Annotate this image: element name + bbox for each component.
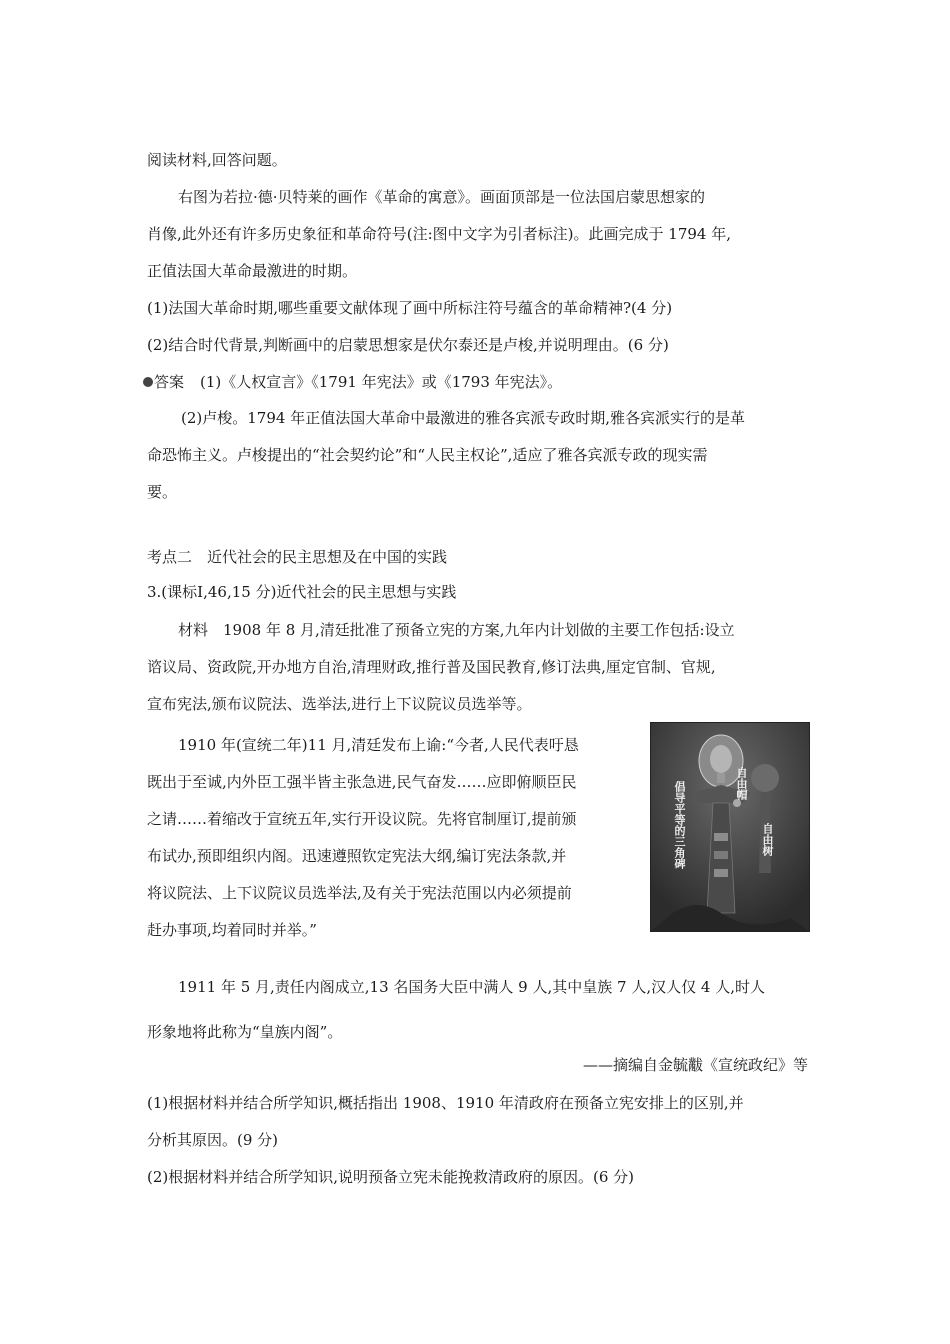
paragraph-line: 正值法国大革命最激进的时期。 (147, 262, 358, 280)
intro-text: 阅读材料,回答问题。 (147, 151, 287, 169)
material-line: 材料 1908 年 8 月,清廷批准了预备立宪的方案,九年内计划做的主要工作包括:设立 (178, 621, 735, 639)
section-title: 考点二 近代社会的民主思想及在中国的实践 (147, 548, 448, 566)
answer-line: 要。 (147, 483, 178, 501)
liberty-cap-label: 自由帽 (735, 767, 748, 800)
material-line: 之请……着缩改于宣统五年,实行开设议院。先将官制厘订,提前颁 (147, 810, 577, 828)
material-line: 1910 年(宣统二年)11 月,清廷发布上谕:“今者,人民代表吁恳 (178, 736, 579, 754)
material-line: 谘议局、资政院,开办地方自治,清理财政,推行普及国民教育,修订法典,厘定官制、官规, (147, 658, 716, 676)
question-3-2: (2)根据材料并结合所学知识,说明预备立宪未能挽救清政府的原因。(6 分) (147, 1168, 635, 1186)
answer-bullet-icon (143, 377, 153, 387)
material-line: 赶办事项,均着同时并举。” (147, 921, 317, 939)
question-2: (2)结合时代背景,判断画中的启蒙思想家是伏尔泰还是卢梭,并说明理由。(6 分) (147, 336, 669, 354)
question-1: (1)法国大革命时期,哪些重要文献体现了画中所标注符号蕴含的革命精神?(4 分) (147, 299, 673, 317)
paragraph-line: 右图为若拉·德·贝特莱的画作《革命的寓意》。画面顶部是一位法国启蒙思想家的 (178, 188, 706, 206)
answer-line: 命恐怖主义。卢梭提出的“社会契约论”和“人民主权论”,适应了雅各宾派专政的现实需 (147, 446, 708, 464)
material-line: 宣布宪法,颁布议院法、选举法,进行上下议院议员选举等。 (147, 695, 532, 713)
liberty-tree-label: 自由树 (761, 823, 774, 856)
revolution-allegory-painting (650, 722, 810, 932)
answer-1: (1)《人权宣言》《1791 年宪法》或《1793 年宪法》。 (200, 373, 563, 391)
question-3-1: (1)根据材料并结合所学知识,概括指出 1908、1910 年清政府在预备立宪安排上的区别,并 (147, 1094, 744, 1112)
question-3-title: 3.(课标Ⅰ,46,15 分)近代社会的民主思想与实践 (147, 583, 457, 601)
answer-line: (2)卢梭。1794 年正值法国大革命中最激进的雅各宾派专政时期,雅各宾派实行的是革 (181, 409, 745, 427)
question-3-1: 分析其原因。(9 分) (147, 1131, 279, 1149)
answer-row (143, 372, 562, 392)
answer-label: 答案 (154, 373, 185, 391)
material-line: 1911 年 5 月,责任内阁成立,13 名国务大臣中满人 9 人,其中皇族 7 人,汉人仅 4 人,时人 (178, 978, 765, 996)
triangle-monument-label: 倡导平等的三角碑 (673, 781, 686, 869)
material-line: 布试办,预即组织内阁。迅速遵照钦定宪法大纲,编订宪法条款,并 (147, 847, 567, 865)
material-line: 将议院法、上下议院议员选举法,及有关于宪法范围以内必须提前 (147, 884, 572, 902)
paragraph-line: 肖像,此外还有许多历史象征和革命符号(注:图中文字为引者标注)。此画完成于 1794 年, (147, 225, 732, 243)
material-line: 形象地将此称为“皇族内阁”。 (147, 1023, 343, 1041)
material-line: 既出于至诚,内外臣工强半皆主张急进,民气奋发……应即俯顺臣民 (147, 773, 577, 791)
source-citation: ——摘编自金毓黻《宣统政纪》等 (582, 1056, 808, 1074)
